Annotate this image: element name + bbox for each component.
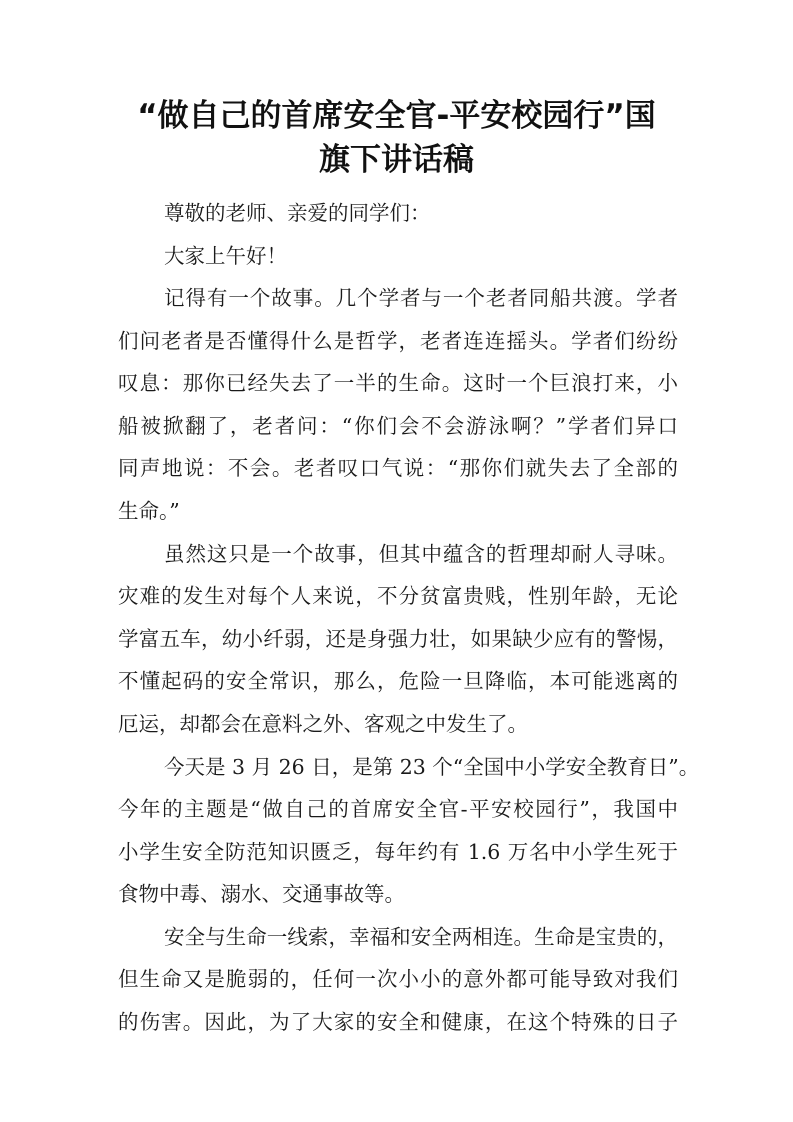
paragraph-line: 船被掀翻了，老者问：“你们会不会游泳啊？”学者们异口 (118, 414, 678, 438)
paragraph-line: 的伤害。因此，为了大家的安全和健康，在这个特殊的日子 (118, 1010, 678, 1034)
paragraph-line: 尊敬的老师、亲爱的同学们： (164, 201, 431, 225)
paragraph-line: 大家上午好！ (164, 244, 287, 268)
document-title-line-1: “做自己的首席安全官-平安校园行”国 (137, 98, 656, 134)
paragraph-line: 小学生安全防范知识匮乏，每年约有 1.6 万名中小学生死于 (118, 840, 678, 864)
paragraph-line: 虽然这只是一个故事，但其中蕴含的哲理却耐人寻味。 (164, 542, 678, 566)
paragraph-line: 记得有一个故事。几个学者与一个老者同船共渡。学者 (164, 286, 678, 310)
paragraph-line: 今天是 3 月 26 日，是第 23 个“全国中小学安全教育日”。 (164, 755, 700, 779)
paragraph-line: 灾难的发生对每个人来说，不分贫富贵贱，性别年龄，无论 (118, 584, 678, 608)
paragraph-line: 但生命又是脆弱的，任何一次小小的意外都可能导致对我们 (118, 967, 678, 991)
document-title-line-2: 旗下讲话稿 (319, 142, 474, 178)
paragraph-line: 叹息：那你已经失去了一半的生命。这时一个巨浪打来，小 (118, 371, 678, 395)
paragraph-line: 们问老者是否懂得什么是哲学，老者连连摇头。学者们纷纷 (118, 329, 678, 353)
paragraph-line: 生命。” (118, 499, 180, 523)
paragraph-line: 厄运，却都会在意料之外、客观之中发生了。 (118, 712, 528, 736)
paragraph-line: 同声地说：不会。老者叹口气说：“那你们就失去了全部的 (118, 456, 678, 480)
paragraph-line: 安全与生命一线索，幸福和安全两相连。生命是宝贵的， (164, 925, 678, 949)
paragraph-line: 今年的主题是“做自己的首席安全官-平安校园行”，我国中 (118, 797, 678, 821)
paragraph-line: 学富五车，幼小纤弱，还是身强力壮，如果缺少应有的警惕， (118, 627, 678, 651)
paragraph-line: 不懂起码的安全常识，那么，危险一旦降临，本可能逃离的 (118, 669, 678, 693)
paragraph-line: 食物中毒、溺水、交通事故等。 (118, 882, 405, 906)
